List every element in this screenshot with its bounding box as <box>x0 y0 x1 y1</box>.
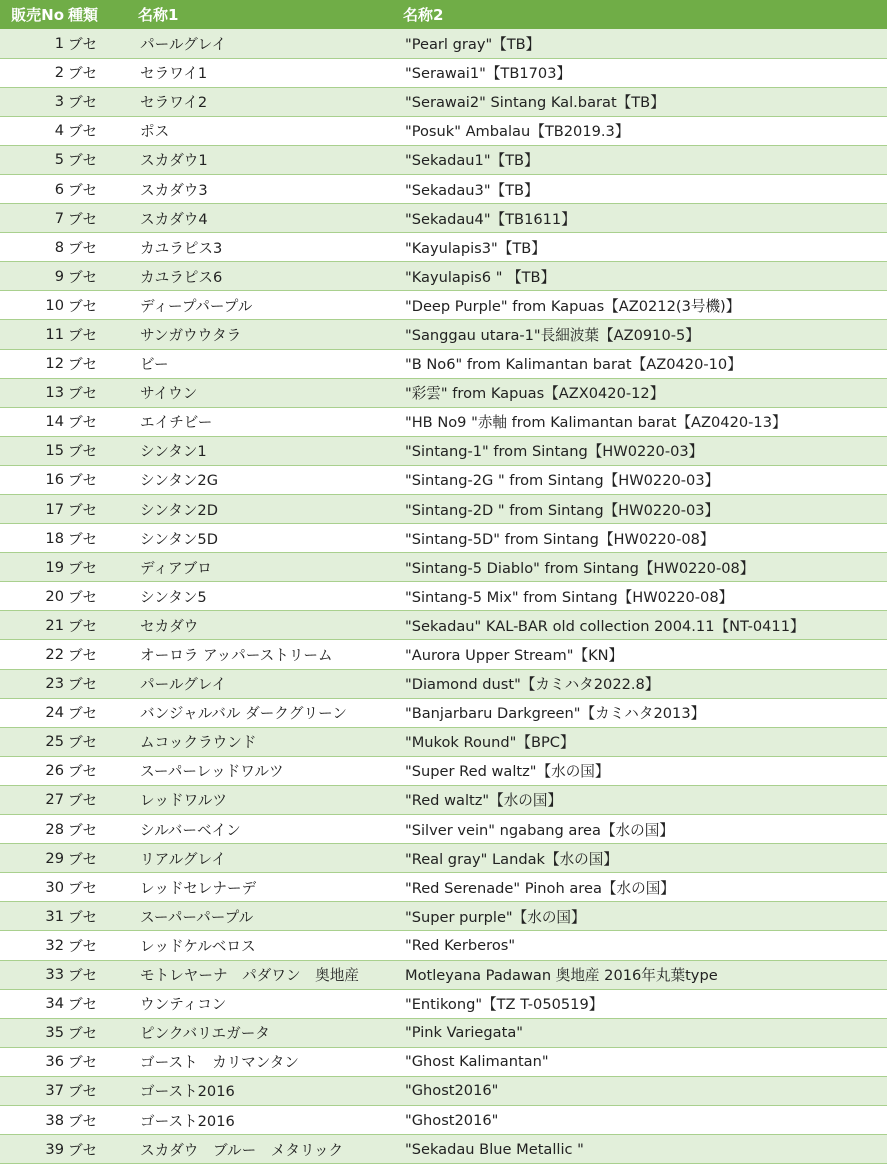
cell-name2: "Sintang-5D" from Sintang【HW0220-08】 <box>403 524 887 553</box>
cell-type: ブセ <box>68 495 138 524</box>
cell-no: 34 <box>0 989 68 1018</box>
table-row <box>0 1076 887 1105</box>
table-row <box>0 407 887 436</box>
cell-name2: "Ghost Kalimantan" <box>403 1047 887 1076</box>
cell-name1: ウンティコン <box>138 989 403 1018</box>
cell-name1: ゴースト2016 <box>138 1076 403 1105</box>
cell-type: ブセ <box>68 873 138 902</box>
cell-type: ブセ <box>68 1018 138 1047</box>
table-row <box>0 291 887 320</box>
cell-name2: "Real gray" Landak【水の国】 <box>403 844 887 873</box>
cell-type: ブセ <box>68 204 138 233</box>
cell-type: ブセ <box>68 291 138 320</box>
cell-name1: カユラピス3 <box>138 233 403 262</box>
cell-name1: シンタン5D <box>138 524 403 553</box>
table-row <box>0 495 887 524</box>
table-row <box>0 640 887 669</box>
cell-name1: シンタン1 <box>138 436 403 465</box>
table-row <box>0 1105 887 1134</box>
cell-name2: "Aurora Upper Stream"【KN】 <box>403 640 887 669</box>
cell-name2: "Silver vein" ngabang area【水の国】 <box>403 815 887 844</box>
cell-type: ブセ <box>68 524 138 553</box>
cell-type: ブセ <box>68 1076 138 1105</box>
cell-name2: "Kayulapis3"【TB】 <box>403 233 887 262</box>
table-row <box>0 1018 887 1047</box>
table-row <box>0 844 887 873</box>
table-row <box>0 145 887 174</box>
table-row <box>0 698 887 727</box>
cell-name1: ゴースト2016 <box>138 1105 403 1134</box>
cell-name1: スカダウ1 <box>138 145 403 174</box>
cell-name2: "Sintang-2G " from Sintang【HW0220-03】 <box>403 465 887 494</box>
cell-type: ブセ <box>68 582 138 611</box>
table-row <box>0 669 887 698</box>
cell-name2: "Sekadau Blue Metallic " <box>403 1135 887 1164</box>
cell-no: 35 <box>0 1018 68 1047</box>
cell-no: 36 <box>0 1047 68 1076</box>
cell-no: 22 <box>0 640 68 669</box>
cell-type: ブセ <box>68 553 138 582</box>
cell-type: ブセ <box>68 378 138 407</box>
cell-name2: "Sekadau1"【TB】 <box>403 145 887 174</box>
cell-no: 23 <box>0 669 68 698</box>
cell-no: 14 <box>0 407 68 436</box>
table-row <box>0 1047 887 1076</box>
cell-no: 7 <box>0 204 68 233</box>
cell-name2: "Sekadau3"【TB】 <box>403 174 887 203</box>
cell-no: 6 <box>0 174 68 203</box>
cell-name1: セラワイ1 <box>138 58 403 87</box>
cell-name1: スーパーパープル <box>138 902 403 931</box>
cell-name2: "Mukok Round"【BPC】 <box>403 727 887 756</box>
table-row <box>0 29 887 58</box>
cell-type: ブセ <box>68 669 138 698</box>
cell-type: ブセ <box>68 698 138 727</box>
cell-name2: "Red waltz"【水の国】 <box>403 785 887 814</box>
table-row <box>0 174 887 203</box>
cell-name1: パールグレイ <box>138 29 403 58</box>
cell-name2: "Sekadau" KAL-BAR old collection 2004.11【NT-0411】 <box>403 611 887 640</box>
header-no: 販売No <box>11 6 64 24</box>
cell-no: 19 <box>0 553 68 582</box>
cell-name1: レッドケルベロス <box>138 931 403 960</box>
cell-name2: "Super purple"【水の国】 <box>403 902 887 931</box>
cell-no: 17 <box>0 495 68 524</box>
cell-name2: "Super Red waltz"【水の国】 <box>403 756 887 785</box>
cell-no: 21 <box>0 611 68 640</box>
table-row <box>0 262 887 291</box>
table-row <box>0 960 887 989</box>
table-row <box>0 233 887 262</box>
cell-name2: "Ghost2016" <box>403 1105 887 1134</box>
table-row <box>0 553 887 582</box>
cell-no: 13 <box>0 378 68 407</box>
cell-name1: ディープパープル <box>138 291 403 320</box>
cell-type: ブセ <box>68 960 138 989</box>
cell-no: 4 <box>0 116 68 145</box>
cell-type: ブセ <box>68 1105 138 1134</box>
cell-name1: ビー <box>138 349 403 378</box>
cell-no: 27 <box>0 785 68 814</box>
cell-name2: "Kayulapis6 " 【TB】 <box>403 262 887 291</box>
cell-no: 16 <box>0 465 68 494</box>
cell-no: 31 <box>0 902 68 931</box>
table-row <box>0 58 887 87</box>
cell-name1: エイチビー <box>138 407 403 436</box>
cell-no: 10 <box>0 291 68 320</box>
cell-type: ブセ <box>68 29 138 58</box>
cell-type: ブセ <box>68 407 138 436</box>
cell-no: 9 <box>0 262 68 291</box>
table-row <box>0 116 887 145</box>
cell-no: 30 <box>0 873 68 902</box>
header-name2: 名称2 <box>403 6 444 24</box>
cell-no: 39 <box>0 1135 68 1164</box>
cell-no: 18 <box>0 524 68 553</box>
cell-name1: シンタン5 <box>138 582 403 611</box>
cell-name2: "Posuk" Ambalau【TB2019.3】 <box>403 116 887 145</box>
cell-name2: "Banjarbaru Darkgreen"【カミハタ2013】 <box>403 698 887 727</box>
cell-no: 5 <box>0 145 68 174</box>
cell-no: 2 <box>0 58 68 87</box>
cell-name2: "Sintang-5 Diablo" from Sintang【HW0220-08】 <box>403 553 887 582</box>
cell-type: ブセ <box>68 116 138 145</box>
cell-type: ブセ <box>68 931 138 960</box>
cell-no: 38 <box>0 1105 68 1134</box>
cell-no: 3 <box>0 87 68 116</box>
cell-type: ブセ <box>68 640 138 669</box>
table-row <box>0 1135 887 1164</box>
cell-name2: Motleyana Padawan 奥地産 2016年丸葉type <box>403 960 887 989</box>
cell-type: ブセ <box>68 436 138 465</box>
header-name1: 名称1 <box>138 6 179 24</box>
cell-name1: ゴースト カリマンタン <box>138 1047 403 1076</box>
cell-type: ブセ <box>68 87 138 116</box>
cell-type: ブセ <box>68 320 138 349</box>
cell-name1: リアルグレイ <box>138 844 403 873</box>
cell-name2: "Sintang-5 Mix" from Sintang【HW0220-08】 <box>403 582 887 611</box>
table-row <box>0 465 887 494</box>
cell-name2: "Pearl gray"【TB】 <box>403 29 887 58</box>
cell-name1: サンガウウタラ <box>138 320 403 349</box>
cell-no: 37 <box>0 1076 68 1105</box>
cell-name1: シンタン2D <box>138 495 403 524</box>
table-row <box>0 785 887 814</box>
cell-type: ブセ <box>68 815 138 844</box>
cell-no: 32 <box>0 931 68 960</box>
cell-type: ブセ <box>68 349 138 378</box>
cell-name2: "Serawai2" Sintang Kal.barat【TB】 <box>403 87 887 116</box>
cell-name1: シルバーベイン <box>138 815 403 844</box>
cell-name1: ピンクバリエガータ <box>138 1018 403 1047</box>
cell-no: 8 <box>0 233 68 262</box>
cell-type: ブセ <box>68 727 138 756</box>
table-row <box>0 524 887 553</box>
table-row <box>0 204 887 233</box>
cell-name1: ムコックラウンド <box>138 727 403 756</box>
cell-no: 12 <box>0 349 68 378</box>
cell-type: ブセ <box>68 233 138 262</box>
header-row <box>0 0 887 29</box>
cell-name1: レッドワルツ <box>138 785 403 814</box>
cell-name1: サイウン <box>138 378 403 407</box>
cell-name1: レッドセレナーデ <box>138 873 403 902</box>
cell-type: ブセ <box>68 58 138 87</box>
cell-no: 28 <box>0 815 68 844</box>
cell-name2: "Diamond dust"【カミハタ2022.8】 <box>403 669 887 698</box>
table-row <box>0 87 887 116</box>
cell-type: ブセ <box>68 785 138 814</box>
table-row <box>0 727 887 756</box>
cell-name2: "Sintang-1" from Sintang【HW0220-03】 <box>403 436 887 465</box>
cell-name2: "Ghost2016" <box>403 1076 887 1105</box>
table-row <box>0 902 887 931</box>
table-body <box>0 29 887 1164</box>
cell-type: ブセ <box>68 902 138 931</box>
cell-name2: "Sekadau4"【TB1611】 <box>403 204 887 233</box>
cell-no: 1 <box>0 29 68 58</box>
cell-no: 24 <box>0 698 68 727</box>
cell-type: ブセ <box>68 174 138 203</box>
cell-no: 11 <box>0 320 68 349</box>
cell-type: ブセ <box>68 756 138 785</box>
cell-name2: "Red Kerberos" <box>403 931 887 960</box>
table-row <box>0 320 887 349</box>
cell-no: 29 <box>0 844 68 873</box>
cell-name2: "Serawai1"【TB1703】 <box>403 58 887 87</box>
table-row <box>0 436 887 465</box>
cell-name1: スーパーレッドワルツ <box>138 756 403 785</box>
table-row <box>0 989 887 1018</box>
table-row <box>0 815 887 844</box>
cell-type: ブセ <box>68 611 138 640</box>
cell-name1: シンタン2G <box>138 465 403 494</box>
table-row <box>0 931 887 960</box>
cell-name2: "Sanggau utara-1"長細波葉【AZ0910-5】 <box>403 320 887 349</box>
cell-name1: バンジャルバル ダークグリーン <box>138 698 403 727</box>
cell-name1: セラワイ2 <box>138 87 403 116</box>
cell-name1: パールグレイ <box>138 669 403 698</box>
table-row <box>0 378 887 407</box>
cell-no: 33 <box>0 960 68 989</box>
cell-name1: モトレヤーナ パダワン 奥地産 <box>138 960 403 989</box>
cell-name1: スカダウ4 <box>138 204 403 233</box>
cell-no: 20 <box>0 582 68 611</box>
cell-type: ブセ <box>68 145 138 174</box>
cell-type: ブセ <box>68 989 138 1018</box>
cell-name2: "Sintang-2D " from Sintang【HW0220-03】 <box>403 495 887 524</box>
cell-no: 26 <box>0 756 68 785</box>
cell-name1: オーロラ アッパーストリーム <box>138 640 403 669</box>
cell-name2: "Pink Variegata" <box>403 1018 887 1047</box>
cell-name1: スカダウ3 <box>138 174 403 203</box>
cell-name2: "彩雲" from Kapuas【AZX0420-12】 <box>403 378 887 407</box>
cell-type: ブセ <box>68 1047 138 1076</box>
table-row <box>0 582 887 611</box>
cell-type: ブセ <box>68 1135 138 1164</box>
cell-name2: "Red Serenade" Pinoh area【水の国】 <box>403 873 887 902</box>
cell-name2: "B No6" from Kalimantan barat【AZ0420-10】 <box>403 349 887 378</box>
cell-type: ブセ <box>68 262 138 291</box>
cell-name1: スカダウ ブルー メタリック <box>138 1135 403 1164</box>
cell-name1: ディアブロ <box>138 553 403 582</box>
cell-name2: "HB No9 "赤軸 from Kalimantan barat【AZ0420-13】 <box>403 407 887 436</box>
cell-name1: セカダウ <box>138 611 403 640</box>
cell-type: ブセ <box>68 465 138 494</box>
cell-name2: "Entikong"【TZ T-050519】 <box>403 989 887 1018</box>
table-row <box>0 349 887 378</box>
cell-name1: カユラピス6 <box>138 262 403 291</box>
table-row <box>0 611 887 640</box>
header-type: 種類 <box>68 6 99 24</box>
cell-type: ブセ <box>68 844 138 873</box>
cell-no: 15 <box>0 436 68 465</box>
cell-name2: "Deep Purple" from Kapuas【AZ0212(3号機)】 <box>403 291 887 320</box>
cell-name1: ポス <box>138 116 403 145</box>
cell-no: 25 <box>0 727 68 756</box>
table-row <box>0 873 887 902</box>
table-row <box>0 756 887 785</box>
